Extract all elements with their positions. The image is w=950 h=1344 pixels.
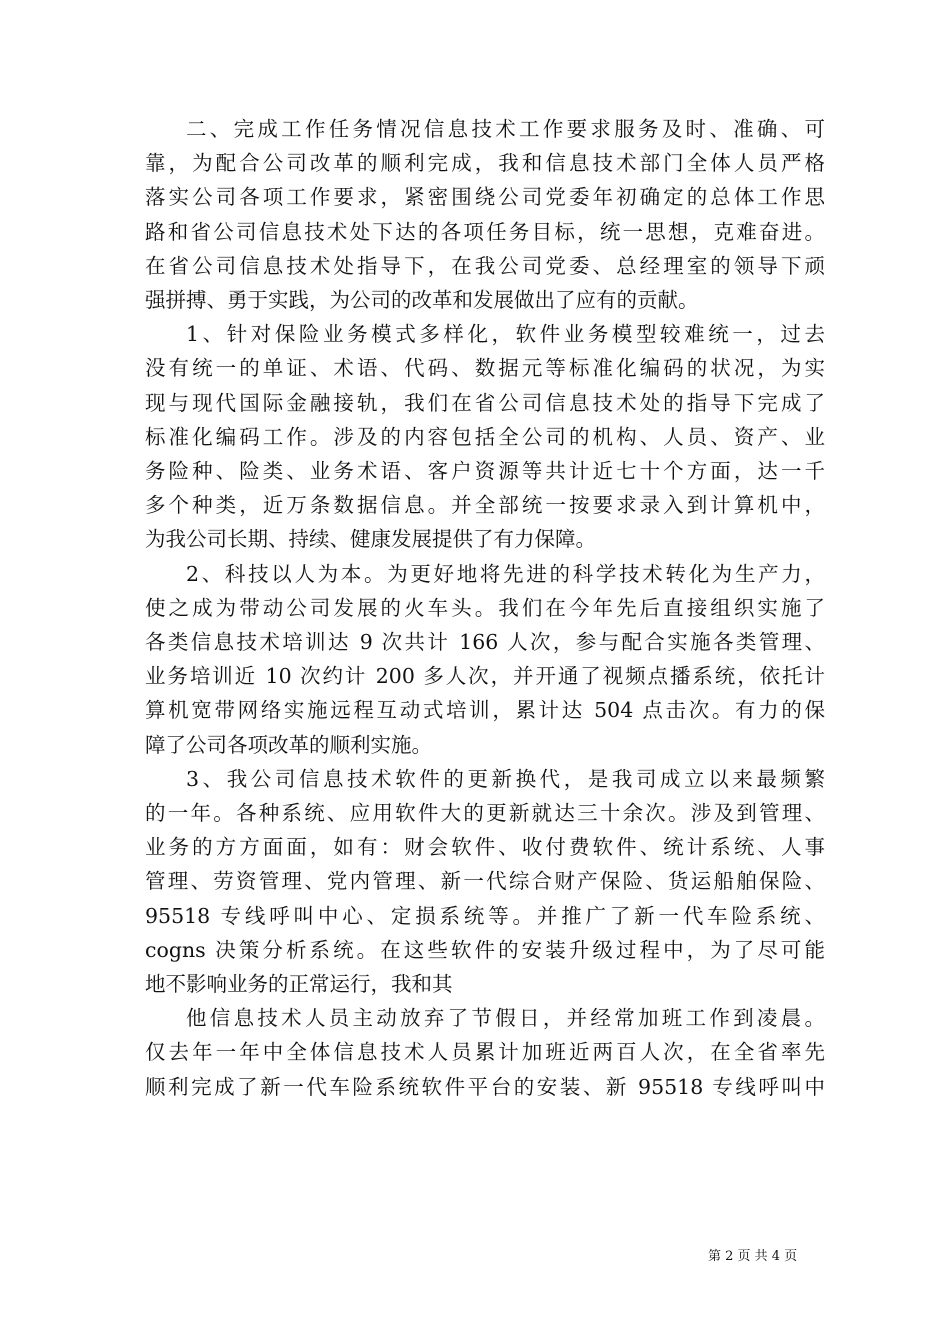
text-line: 1、针对保险业务模式多样化，软件业务模型较难统一，过去 — [186, 322, 825, 347]
paragraph-completed-tasks — [145, 112, 825, 317]
text-line: 二、完成工作任务情况信息技术工作要求服务及时、准确、可 — [186, 117, 825, 141]
paragraph-item-3 — [145, 762, 825, 1001]
document-body — [145, 112, 825, 1104]
text-line: 路和省公司信息技术处下达的各项任务目标，统一思想，克难奋进。 — [145, 219, 825, 244]
text-line: 在省公司信息技术处指导下，在我公司党委、总经理室的领导下顽 — [145, 253, 825, 278]
text-line: 各类信息技术培训达 9 次共计 166 人次，参与配合实施各类管理、 — [145, 630, 825, 655]
text-line: 靠，为配合公司改革的顺利完成，我和信息技术部门全体人员严格 — [145, 151, 825, 176]
paragraph-item-2 — [145, 557, 825, 762]
text-line: 仅去年一年中全体信息技术人员累计加班近两百人次，在全省率先 — [145, 1040, 825, 1065]
text-line: 多个种类，近万条数据信息。并全部统一按要求录入到计算机中， — [145, 493, 825, 518]
paragraph-item-1 — [145, 317, 825, 556]
text-line: 95518 专线呼叫中心、定损系统等。并推广了新一代车险系统、 — [145, 903, 825, 928]
text-line: cogns 决策分析系统。在这些软件的安装升级过程中，为了尽可能 — [145, 937, 825, 962]
text-line: 管理、劳资管理、党内管理、新一代综合财产保险、货运船舶保险、 — [145, 869, 825, 894]
text-line: 使之成为带动公司发展的火车头。我们在今年先后直接组织实施了 — [145, 595, 825, 620]
text-line: 为我公司长期、持续、健康发展提供了有力保障。 — [145, 527, 596, 552]
text-line: 务险种、险类、业务术语、客户资源等共计近七十个方面，达一千 — [145, 459, 825, 484]
page-number-footer: 第 2 页 共 4 页 — [708, 1249, 798, 1264]
text-line: 强拼搏、勇于实践，为公司的改革和发展做出了应有的贡献。 — [145, 288, 699, 313]
text-line: 业务培训近 10 次约计 200 多人次，并开通了视频点播系统，依托计 — [145, 664, 825, 689]
text-line: 落实公司各项工作要求，紧密围绕公司党委年初确定的总体工作思 — [145, 185, 825, 210]
text-line: 业务的方方面面，如有：财会软件、收付费软件、统计系统、人事 — [145, 835, 825, 860]
text-line: 3、我公司信息技术软件的更新换代，是我司成立以来最频繁 — [186, 766, 825, 791]
text-line: 2、科技以人为本。为更好地将先进的科学技术转化为生产力， — [186, 561, 825, 586]
text-line: 算机宽带网络实施远程互动式培训，累计达 504 点击次。有力的保 — [145, 698, 825, 723]
text-line: 地不影响业务的正常运行，我和其 — [145, 972, 453, 997]
paragraph-continuation — [145, 1001, 825, 1104]
text-line: 他信息技术人员主动放弃了节假日，并经常加班工作到凌晨。 — [186, 1006, 825, 1031]
text-line: 障了公司各项改革的顺利实施。 — [145, 732, 432, 757]
text-line: 标准化编码工作。涉及的内容包括全公司的机构、人员、资产、业 — [145, 424, 825, 449]
text-line: 的一年。各种系统、应用软件大的更新就达三十余次。涉及到管理、 — [145, 801, 825, 826]
text-line: 顺利完成了新一代车险系统软件平台的安装、新 95518 专线呼叫中 — [145, 1074, 825, 1099]
text-line: 没有统一的单证、术语、代码、数据元等标准化编码的状况，为实 — [145, 356, 825, 381]
text-line: 现与现代国际金融接轨，我们在省公司信息技术处的指导下完成了 — [145, 390, 825, 415]
